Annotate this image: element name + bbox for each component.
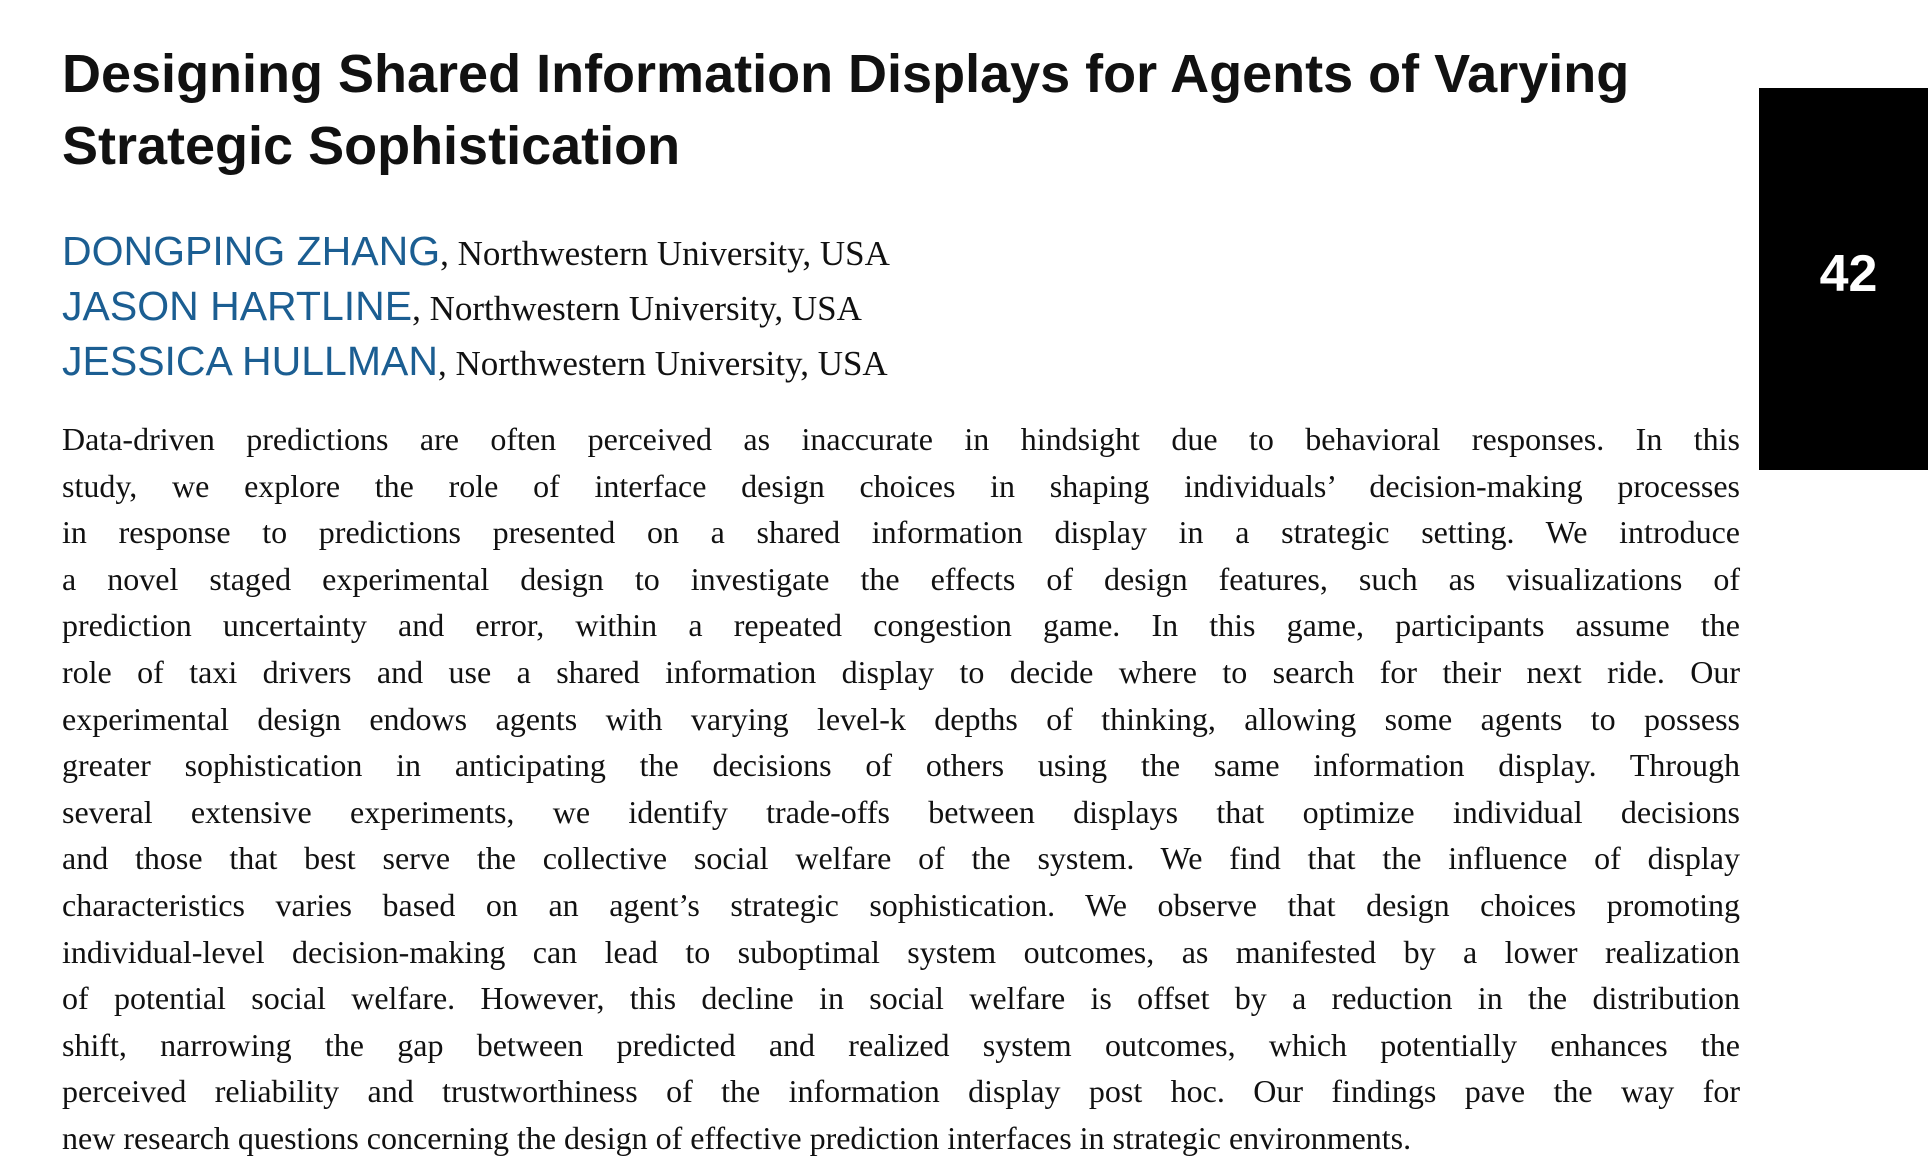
abstract-line: Data-driven predictions are often perceived as inaccurate in hindsight due to behavioral responses. In this — [62, 421, 1740, 457]
abstract-line: experimental design endows agents with varying level-k depths of thinking, allowing some agents to possess — [62, 700, 1740, 737]
author-entry — [62, 334, 1762, 389]
page-number-tab — [1759, 88, 1928, 470]
page-number: 42 — [1819, 245, 1878, 303]
abstract-line: in response to predictions presented on a shared information display in a strategic setting. We introduce — [62, 514, 1740, 551]
author-affiliation: , Northwestern University, USA — [437, 344, 888, 383]
abstract — [62, 416, 1740, 1162]
author-name[interactable]: JASON HARTLINE — [62, 283, 413, 329]
author-list — [62, 224, 1762, 389]
author-name[interactable]: JESSICA HULLMAN — [62, 338, 438, 384]
abstract-line: shift, narrowing the gap between predicted and realized system outcomes, which potentially enhances the — [62, 1026, 1740, 1063]
author-entry — [62, 279, 1762, 334]
abstract-line: new research questions concerning the design of effective prediction interfaces in strategic environments. — [62, 1119, 1412, 1156]
abstract-line: role of taxi drivers and use a shared information display to decide where to search for their next ride. Our — [62, 653, 1740, 690]
abstract-line: a novel staged experimental design to investigate the effects of design features, such as visualizations of — [62, 560, 1740, 597]
abstract-line: prediction uncertainty and error, within a repeated congestion game. In this game, participants assume the — [62, 607, 1740, 644]
author-affiliation: , Northwestern University, USA — [440, 234, 890, 273]
abstract-line: study, we explore the role of interface design choices in shaping individuals’ decision-making processes — [62, 467, 1740, 504]
author-name[interactable]: DONGPING ZHANG — [62, 228, 441, 274]
abstract-line: greater sophistication in anticipating the decisions of others using the same information display. Through — [62, 747, 1740, 784]
author-affiliation: , Northwestern University, USA — [412, 289, 862, 328]
abstract-line: perceived reliability and trustworthiness of the information display post hoc. Our findings pave the way for — [62, 1073, 1740, 1110]
abstract-line: and those that best serve the collective social welfare of the system. We find that the influence of display — [62, 840, 1740, 877]
author-entry — [62, 224, 1762, 279]
abstract-line: individual-level decision-making can lead to suboptimal system outcomes, as manifested by a lower realization — [62, 933, 1740, 970]
abstract-line: of potential social welfare. However, this decline in social welfare is offset by a reduction in the distribution — [62, 980, 1740, 1017]
paper-title: Designing Shared Information Displays for Agents of Varying Strategic Sophistication — [62, 44, 1630, 176]
abstract-line: several extensive experiments, we identify trade-offs between displays that optimize individual decisions — [62, 793, 1740, 830]
abstract-line: characteristics varies based on an agent’s strategic sophistication. We observe that design choices promoting — [62, 886, 1740, 923]
